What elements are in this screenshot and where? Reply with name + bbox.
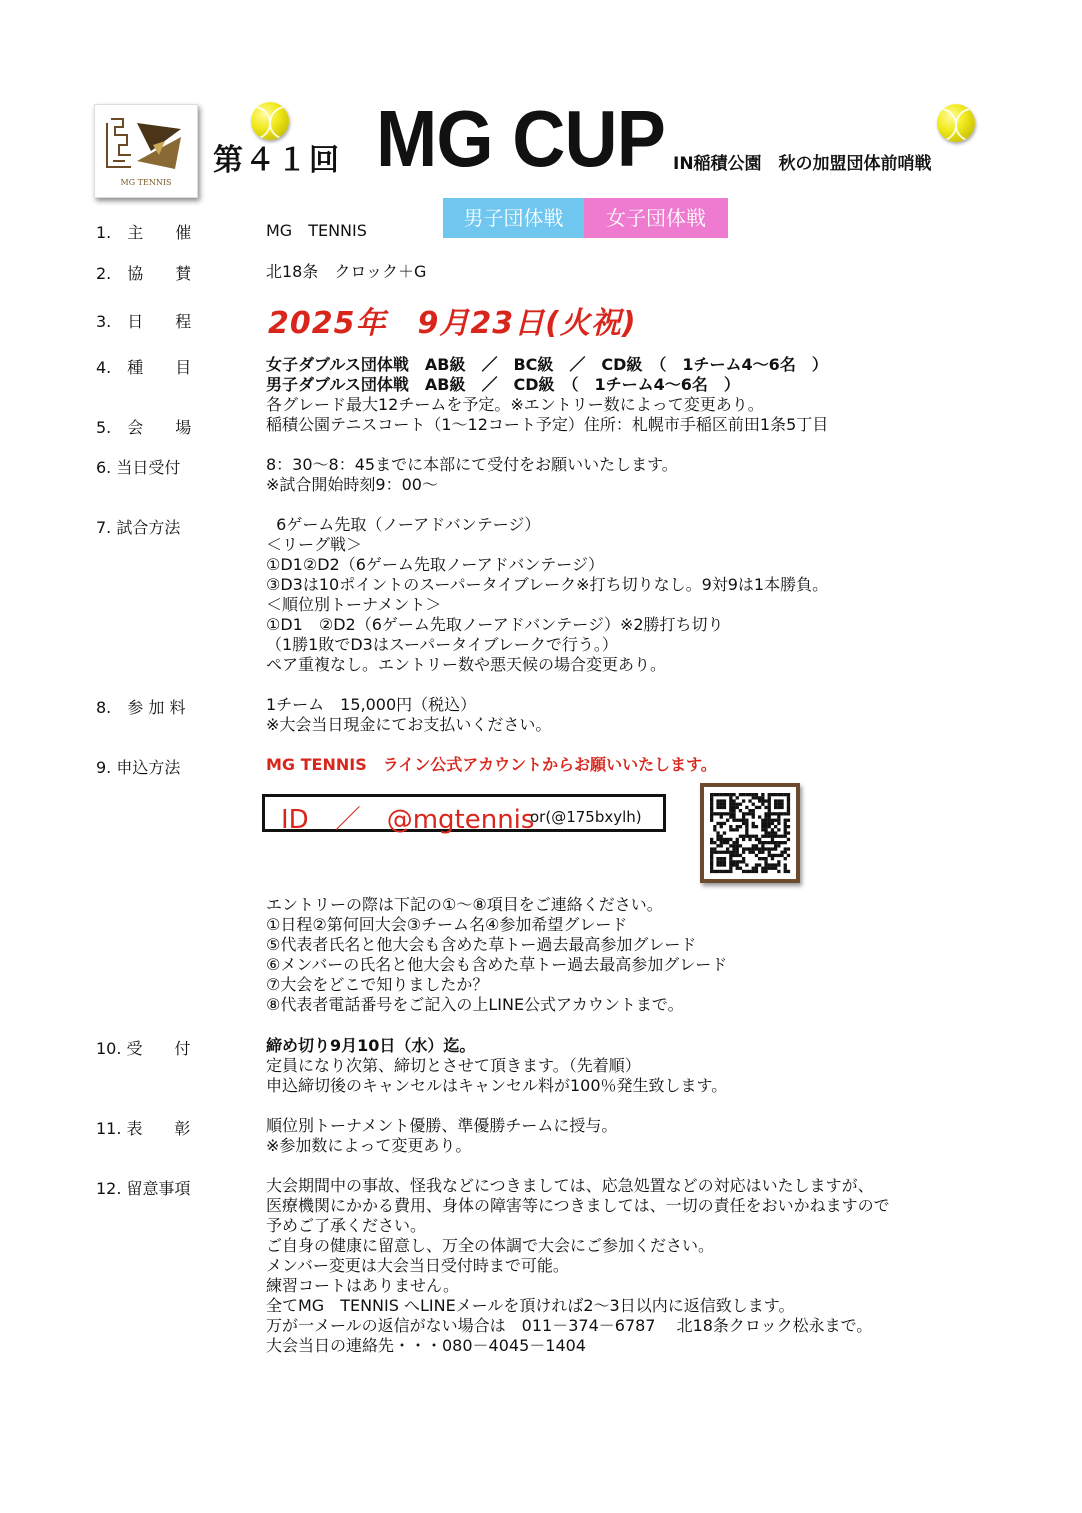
deadline-line: 申込締切後のキャンセルはキャンセル料が100％発生致します。: [266, 1076, 728, 1095]
notes-line: ご自身の健康に留意し、万全の体調で大会にご参加ください。: [266, 1236, 715, 1255]
notes-line: 予めご了承ください。: [266, 1216, 427, 1235]
match-format-line: ＜順位別トーナメント＞: [266, 595, 442, 614]
match-format-line: ペア重複なし。エントリー数や悪天候の場合変更あり。: [266, 655, 667, 674]
women-team-button[interactable]: 女子団体戦: [584, 198, 728, 238]
men-team-button[interactable]: 男子団体戦: [443, 198, 584, 238]
fee-line: 1チーム 15,000円（税込）: [266, 695, 477, 714]
application-line: ①日程②第何回大会③チーム名④参加希望グレード: [266, 915, 628, 934]
section-label-sponsor: 2. 協 賛: [96, 264, 192, 283]
notes-line: 練習コートはありません。: [266, 1276, 459, 1295]
line-qr-code[interactable]: [700, 783, 800, 883]
match-format-line: ③D3は10ポイントのスーパータイブレーク※打ち切りなし。9対9は1本勝負。: [266, 575, 829, 594]
reception-line: 8：30～8：45までに本部にて受付をお願いいたします。: [266, 455, 678, 474]
events-line: 女子ダブルス団体戦 AB級 ／ BC級 ／ CD級 （ 1チーム4～6名 ）: [266, 355, 828, 374]
notes-line: 全てMG TENNIS へLINEメールを頂ければ2～3日以内に返信致します。: [266, 1296, 795, 1315]
section-label-awards: 11. 表 彰: [96, 1119, 191, 1138]
logo-text: MG TENNIS: [120, 178, 172, 187]
fee-line: ※大会当日現金にてお支払いください。: [266, 715, 552, 734]
section-label-events: 4. 種 目: [96, 358, 192, 377]
section-label-notes: 12. 留意事項: [96, 1179, 191, 1198]
mg-tennis-logo: [94, 104, 198, 198]
venue-text: 稲積公園テニスコート（1～12コート予定）住所：札幌市手稲区前田1条5丁目: [266, 415, 829, 434]
reception-line: ※試合開始時刻9：00～: [266, 475, 438, 494]
section-label-organizer: 1. 主 催: [96, 223, 192, 242]
notes-line: メンバー変更は大会当日受付時まで可能。: [266, 1256, 569, 1275]
tennis-ball-icon: [937, 104, 975, 142]
section-label-deadline: 10. 受 付: [96, 1039, 191, 1058]
application-line: ⑦大会をどこで知りましたか？: [266, 975, 489, 994]
application-line: ⑥メンバーの氏名と他大会も含めた草トー過去最高参加グレード: [266, 955, 728, 974]
match-format-line: （1勝1敗でD3はスーパータイブレークで行う。）: [266, 635, 618, 654]
events-line: 男子ダブルス団体戦 AB級 ／ CD級 （ 1チーム4～6名 ）: [266, 375, 740, 394]
application-line: ⑤代表者氏名と他大会も含めた草トー過去最高参加グレード: [266, 935, 697, 954]
event-date: 2025年 9月23日(火祝): [268, 306, 637, 341]
match-format-line: ①D1②D2（6ゲーム先取ノーアドバンテージ）: [266, 555, 604, 574]
section-label-fee: 8. 参 加 料: [96, 698, 186, 717]
section-label-venue: 5. 会 場: [96, 418, 192, 437]
tennis-ball-icon: [251, 102, 289, 140]
page-title: MG CUP: [376, 94, 665, 183]
deadline-line: 定員になり次第、締切とさせて頂きます。（先着順）: [266, 1056, 641, 1075]
section-label-reception: 6. 当日受付: [96, 458, 181, 477]
qr-code-icon: [704, 787, 796, 879]
line-id-box[interactable]: [262, 794, 666, 835]
notes-line: 医療機関にかかる費用、身体の障害等につきましては、一切の責任をおいかねますので: [266, 1196, 890, 1215]
section-label-match-format: 7. 試合方法: [96, 518, 181, 537]
application-line: エントリーの際は下記の①～⑧項目をご連絡ください。: [266, 895, 663, 914]
notes-line: 大会期間中の事故、怪我などにつきましては、応急処置などの対応はいたしますが、: [266, 1176, 874, 1195]
line-id-alt: or(@175bxylh): [530, 808, 642, 826]
awards-line: ※参加数によって変更あり。: [266, 1136, 472, 1155]
edition-number: 第４１回: [213, 143, 341, 178]
logo-mark-icon: [95, 105, 197, 185]
line-id-text: ID ／ @mgtennis: [281, 805, 535, 835]
section-label-schedule: 3. 日 程: [96, 312, 192, 331]
sponsor-text: 北18条 クロック＋G: [266, 262, 427, 281]
section-label-application: 9. 申込方法: [96, 758, 181, 777]
venue-subtitle: IN稲積公園 秋の加盟団体前哨戦: [673, 154, 932, 174]
notes-line: 万が一メールの返信がない場合は 011－374－6787 北18条クロック松永まで。: [266, 1316, 873, 1335]
deadline-headline: 締め切り9月10日（水）迄。: [266, 1036, 476, 1055]
events-line: 各グレード最大12チームを予定。※エントリー数によって変更あり。: [266, 395, 764, 414]
application-line: ⑧代表者電話番号をご記入の上LINE公式アカウントまで。: [266, 995, 684, 1014]
match-format-line: ＜リーグ戦＞: [266, 535, 363, 554]
awards-line: 順位別トーナメント優勝、準優勝チームに授与。: [266, 1116, 618, 1135]
application-headline: MG TENNIS ライン公式アカウントからお願いいたします。: [266, 755, 717, 774]
match-format-line: 6ゲーム先取（ノーアドバンテージ）: [266, 515, 541, 534]
notes-line: 大会当日の連絡先・・・080－4045－1404: [266, 1336, 586, 1355]
match-format-line: ①D1 ②D2（6ゲーム先取ノーアドバンテージ）※2勝打ち切り: [266, 615, 724, 634]
organizer-text: MG TENNIS: [266, 221, 367, 240]
